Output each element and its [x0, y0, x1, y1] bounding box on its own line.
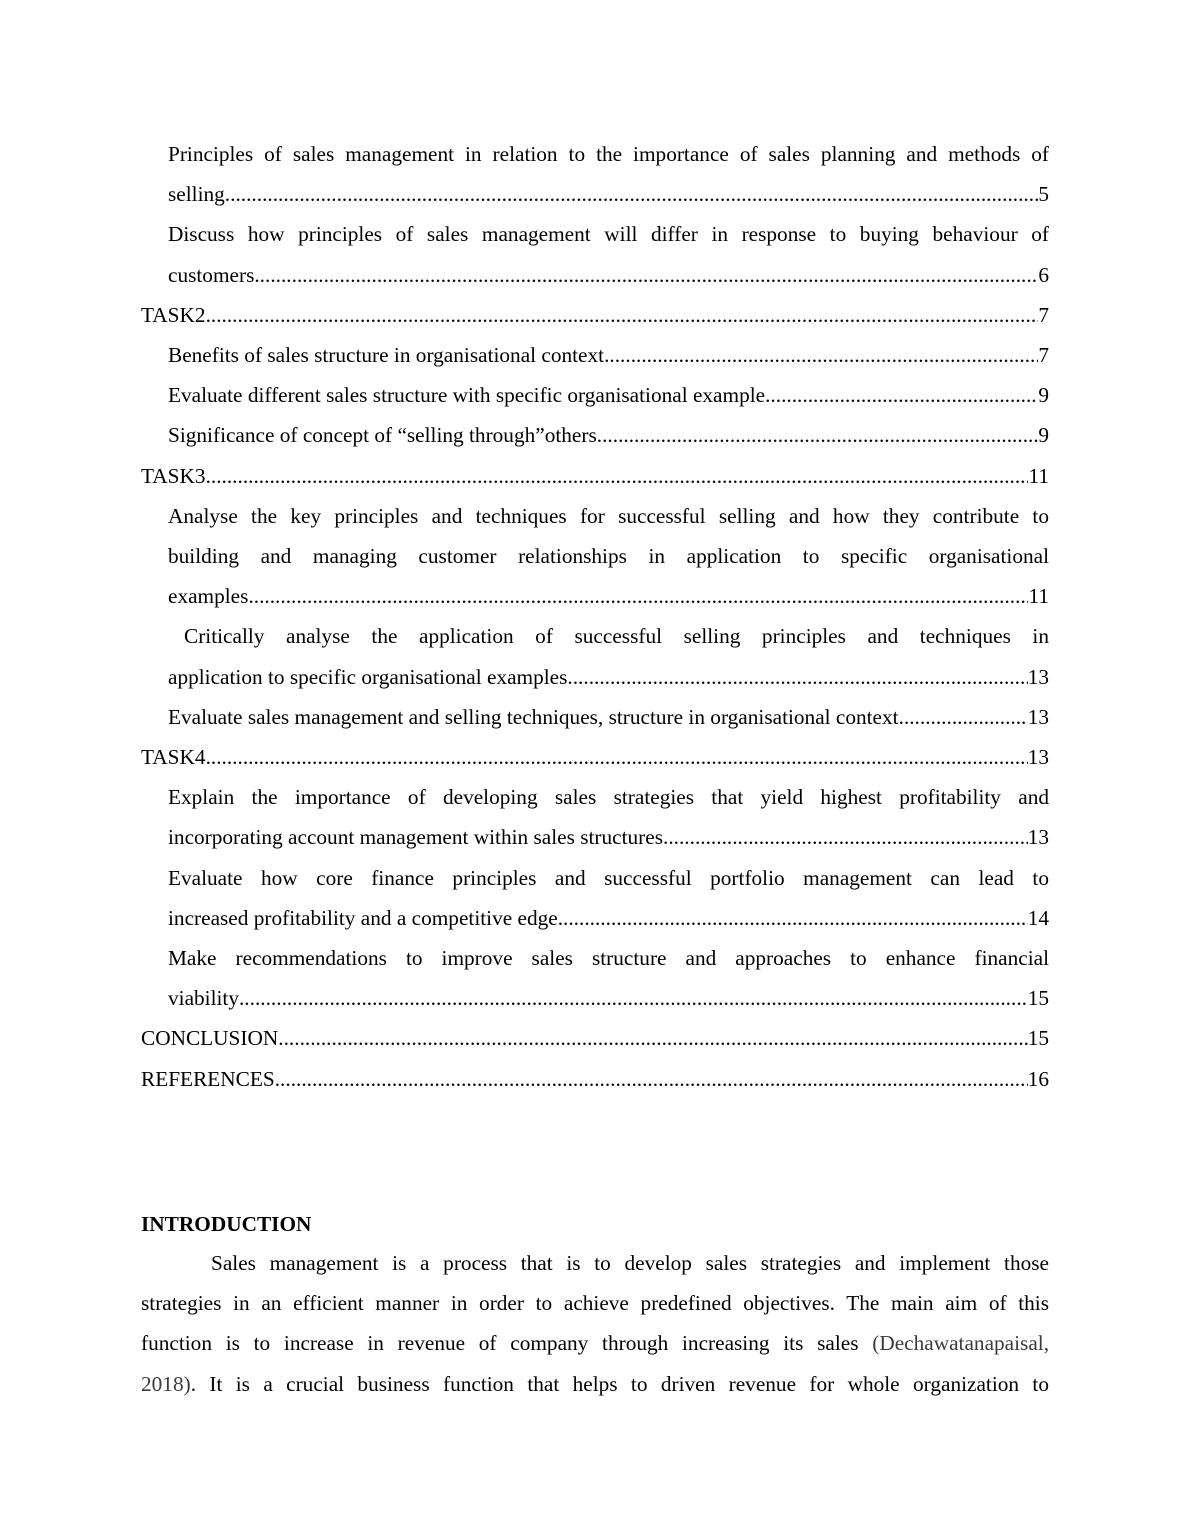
- toc-entry[interactable]: [141, 858, 1049, 938]
- toc-entry-title: TASK2: [141, 302, 206, 327]
- toc-entry[interactable]: [141, 1059, 1049, 1099]
- toc-entry[interactable]: [141, 295, 1049, 335]
- toc-entry-line: Explain the importance of developing sales strategies that yield highest profitability and: [168, 785, 1049, 810]
- toc-page-number: 7: [1038, 343, 1049, 368]
- intro-line-4-text: . It is a crucial business function that helps to driven revenue for whole organization to: [190, 1371, 1049, 1396]
- toc-page-number: 7: [1038, 302, 1049, 327]
- toc-leader-dots: [275, 1059, 1028, 1099]
- toc-entry-title: customers: [168, 262, 255, 287]
- toc-page-number: 15: [1027, 1026, 1049, 1051]
- toc-entry-title: examples: [168, 584, 249, 609]
- toc-leader-dots: [225, 174, 1039, 214]
- toc-entry[interactable]: [141, 616, 1049, 696]
- toc-entry-line: Discuss how principles of sales management will differ in response to buying behaviour of: [168, 222, 1049, 247]
- toc-entry-line: building and managing customer relationships in application to specific organisational: [168, 544, 1049, 569]
- toc-leader-dots: [899, 697, 1028, 737]
- toc-entry[interactable]: [141, 335, 1049, 375]
- toc-entry-title: TASK3: [141, 463, 206, 488]
- toc-entry[interactable]: [141, 456, 1049, 496]
- intro-line-1: Sales management is a process that is to develop sales strategies and implement those: [211, 1251, 1049, 1275]
- intro-line-2: strategies in an efficient manner in order to achieve predefined objectives. The main aim of this: [141, 1291, 1049, 1316]
- toc-page-number: 14: [1027, 905, 1049, 930]
- toc-entry-title: REFERENCES: [141, 1066, 275, 1091]
- toc-entry-line: Critically analyse the application of successful selling principles and techniques in: [184, 624, 1049, 649]
- toc-page-number: 13: [1027, 825, 1049, 850]
- toc-entry-title: Benefits of sales structure in organisational context: [168, 343, 605, 368]
- toc-entry-title: Significance of concept of “selling through”others: [168, 423, 597, 448]
- toc-page-number: 11: [1028, 584, 1049, 609]
- toc-page-number: 5: [1038, 182, 1049, 207]
- toc-page-number: 13: [1027, 704, 1049, 729]
- toc-entry[interactable]: [141, 214, 1049, 294]
- toc-entry[interactable]: [141, 415, 1049, 455]
- toc-entry-title: increased profitability and a competitive edge: [168, 905, 558, 930]
- toc-page-number: 13: [1027, 745, 1049, 770]
- toc-leader-dots: [567, 657, 1027, 697]
- toc-page-number: 13: [1027, 664, 1049, 689]
- toc-entry-title: Evaluate sales management and selling techniques, structure in organisational context: [168, 704, 899, 729]
- toc-entry-line: Analyse the key principles and techniques for successful selling and how they contribute to: [168, 503, 1049, 528]
- toc-leader-dots: [206, 295, 1039, 335]
- toc-leader-dots: [206, 737, 1028, 777]
- toc-entry-title: incorporating account management within sales structures: [168, 825, 663, 850]
- toc-entry-title: CONCLUSION: [141, 1026, 279, 1051]
- toc-entry[interactable]: [141, 1018, 1049, 1058]
- table-of-contents: [141, 134, 1049, 1099]
- intro-line-3-text: function is to increase in revenue of company through increasing its sales: [141, 1331, 859, 1356]
- toc-entry-title: selling: [168, 182, 225, 207]
- toc-entry-title: application to specific organisational examples: [168, 664, 568, 689]
- toc-leader-dots: [765, 375, 1038, 415]
- toc-leader-dots: [663, 817, 1028, 857]
- toc-page-number: 9: [1038, 383, 1049, 408]
- toc-entry[interactable]: [141, 134, 1049, 214]
- toc-leader-dots: [558, 898, 1028, 938]
- toc-leader-dots: [254, 255, 1038, 295]
- toc-entry-title: TASK4: [141, 745, 206, 770]
- toc-page-number: 15: [1027, 986, 1049, 1011]
- toc-page-number: 9: [1038, 423, 1049, 448]
- toc-leader-dots: [597, 415, 1039, 455]
- toc-page-number: 11: [1028, 463, 1049, 488]
- toc-entry[interactable]: [141, 375, 1049, 415]
- toc-entry[interactable]: [141, 777, 1049, 857]
- toc-leader-dots: [239, 978, 1028, 1018]
- toc-entry[interactable]: [141, 938, 1049, 1018]
- toc-page-number: 16: [1027, 1066, 1049, 1091]
- toc-entry-line: Make recommendations to improve sales structure and approaches to enhance financial: [168, 946, 1049, 971]
- intro-line-4: [141, 1364, 1049, 1404]
- intro-line-3: [141, 1323, 1049, 1363]
- toc-entry-line: Principles of sales management in relation to the importance of sales planning and methods of: [168, 142, 1049, 166]
- toc-entry[interactable]: [141, 697, 1049, 737]
- toc-page-number: 6: [1038, 262, 1049, 287]
- toc-entry[interactable]: [141, 737, 1049, 777]
- citation: (Dechawatanapaisal,: [872, 1331, 1050, 1356]
- toc-leader-dots: [206, 456, 1029, 496]
- toc-leader-dots: [604, 335, 1038, 375]
- introduction-heading: INTRODUCTION: [141, 1212, 312, 1236]
- toc-entry-title: viability: [168, 986, 239, 1011]
- toc-entry-title: Evaluate different sales structure with specific organisational example: [168, 383, 766, 408]
- toc-leader-dots: [248, 576, 1028, 616]
- toc-entry[interactable]: [141, 496, 1049, 617]
- introduction-body: [141, 1243, 1049, 1404]
- citation-year: 2018): [141, 1371, 191, 1396]
- toc-entry-line: Evaluate how core finance principles and successful portfolio management can lead to: [168, 865, 1049, 890]
- toc-leader-dots: [278, 1018, 1027, 1058]
